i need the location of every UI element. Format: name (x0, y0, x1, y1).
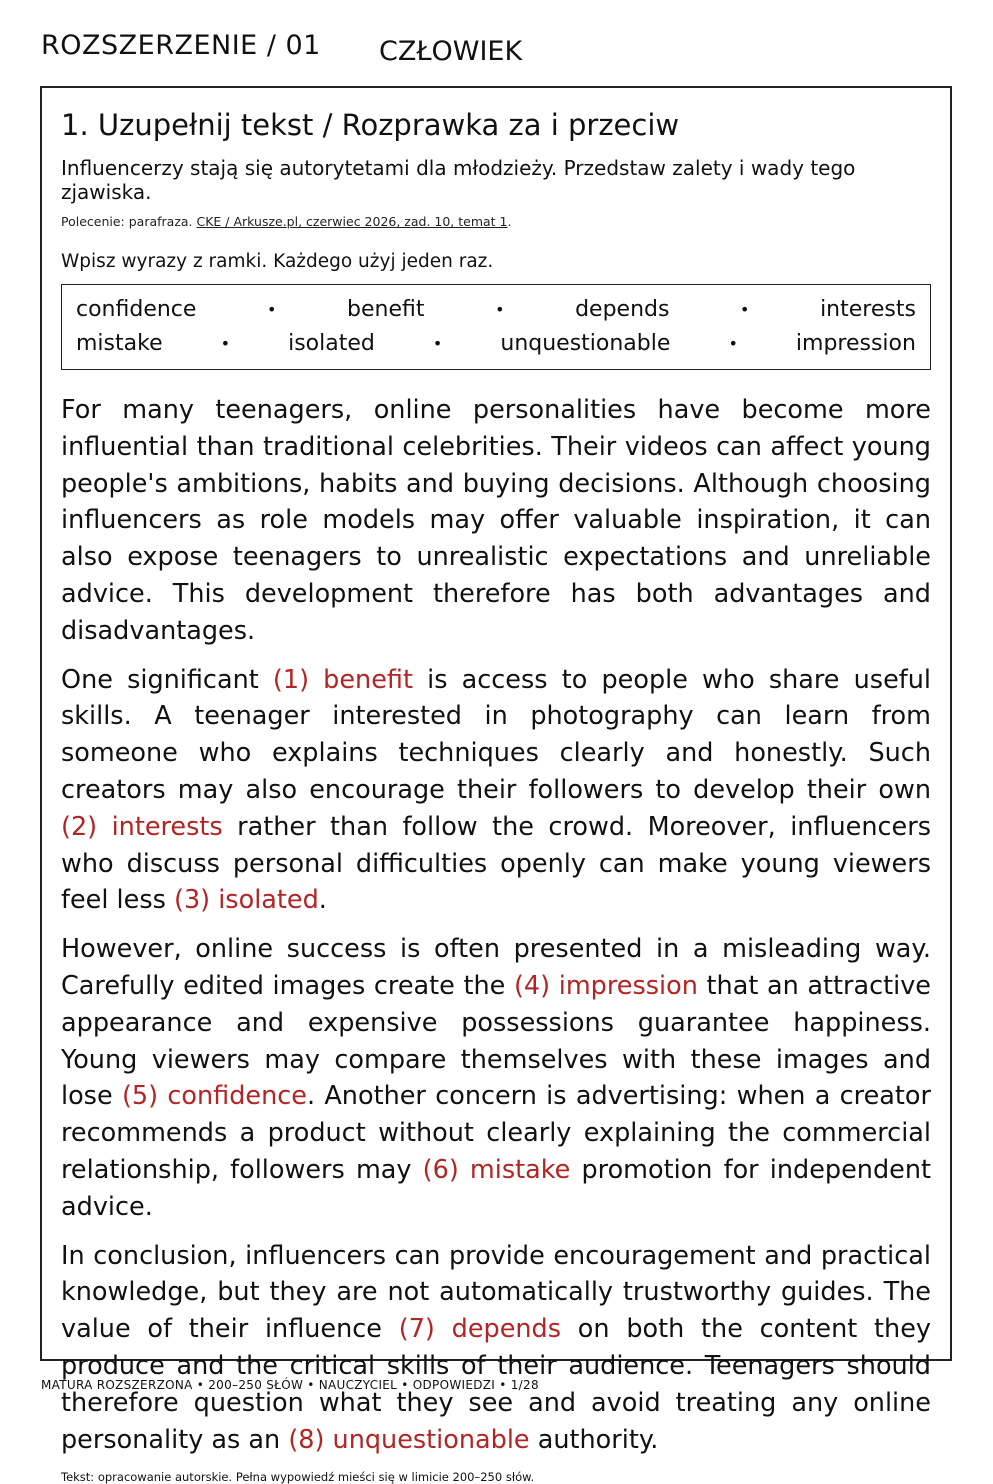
essay-text-run: rather than follow the crowd. Moreover, influencers who discuss personal difficulties openly can make young viewers feel less (61, 811, 932, 916)
essay-paragraph-advantages (61, 662, 931, 920)
bullet-separator: • (220, 334, 231, 353)
topic-label: CZŁOWIEK (379, 36, 523, 67)
page-footer: MATURA ROZSZERZONA • 200–250 SŁÓW • NAUCZYCIEL • ODPOWIEDZI • 1/28 (41, 1378, 539, 1392)
bullet-separator: • (728, 334, 738, 353)
worksheet-content (61, 108, 931, 1484)
source-prefix: Polecenie: parafraza. (61, 214, 197, 229)
word-bank-item: confidence (76, 297, 197, 322)
bullet-separator: • (432, 334, 443, 353)
source-suffix: . (507, 214, 512, 229)
essay-text-run: One significant (61, 664, 273, 695)
instruction: Wpisz wyrazy z ramki. Każdego użyj jeden raz. (61, 251, 494, 272)
page-header (41, 30, 953, 70)
essay-paragraph-intro: For many teenagers, online personalities have become more influential than traditional celebrities. Their videos can affect young people's ambitions, habits and buying decisions. Although choosing influencers as role models may offer valuable inspiration, it can also expose teenagers to unrealistic expectations and unreliable advice. This development therefore has both advantages and disadvantages. (61, 395, 931, 646)
word-bank-row-1 (76, 293, 916, 327)
word-bank-item: interests (820, 297, 916, 322)
essay-text-run: promotion for independent advice. (61, 1154, 932, 1222)
bullet-separator: • (267, 300, 277, 319)
footnote: Tekst: opracowanie autorskie. Pełna wypowiedź mieści się w limicie 200–250 słów. (61, 1470, 535, 1484)
essay-text-run: authority. (529, 1424, 659, 1455)
answer-gap-2: (2) interests (61, 811, 223, 842)
bullet-separator: • (740, 300, 750, 319)
essay-text-run: on both the content they produce and the critical skills of their audience. Teenagers should therefore question what they see and avoid treating any online personality as an (61, 1314, 931, 1455)
exercise-title: 1. Uzupełnij tekst / Rozprawka za i przeciw (61, 108, 680, 142)
answer-gap-4: (4) impression (513, 970, 698, 1001)
word-bank-item: isolated (288, 331, 375, 356)
answer-gap-3: (3) isolated (174, 885, 319, 916)
word-bank-item: benefit (347, 297, 425, 322)
word-bank-item: depends (575, 297, 670, 322)
word-bank-row-2 (76, 327, 916, 361)
answer-gap-6: (6) mistake (422, 1154, 571, 1185)
essay-text-run: In conclusion, influencers can provide encouragement and practical knowledge, but they are not automatically trustworthy guides. The value of their influence (61, 1240, 931, 1345)
essay-text-run: is access to people who share useful skills. A teenager interested in photography can learn from someone who explains techniques clearly and honestly. Such creators may also encourage their followers to develop their own (61, 664, 932, 805)
essay-text-run: that an attractive appearance and expensive possessions guarantee happiness. Young viewers may compare themselves with these images and lose (61, 970, 931, 1112)
essay-text-run: . Another concern is advertising: when a creator recommends a product without clearly explaining the commercial relationship, followers may (61, 1081, 932, 1185)
answer-gap-5: (5) confidence (121, 1081, 307, 1112)
word-bank (61, 284, 931, 370)
essay-text-run: However, online success is often presented in a misleading way. Carefully edited images create the (61, 934, 931, 1001)
answer-gap-8: (8) unquestionable (288, 1424, 530, 1455)
essay-paragraph-disadvantages (61, 931, 931, 1225)
word-bank-item: unquestionable (500, 331, 671, 356)
word-bank-item: mistake (76, 331, 163, 356)
exercise-prompt: Influencerzy stają się autorytetami dla młodzieży. Przedstaw zalety i wady tego zjawiska. (61, 156, 856, 204)
essay-paragraph-conclusion (61, 1238, 931, 1459)
bullet-separator: • (495, 300, 505, 319)
essay-text-run: . (318, 885, 327, 916)
answer-gap-7: (7) depends (398, 1314, 562, 1345)
essay-text (61, 392, 931, 1458)
source-link[interactable]: CKE / Arkusze.pl, czerwiec 2026, zad. 10, temat 1 (196, 214, 508, 229)
level-label: ROZSZERZENIE / 01 (41, 30, 321, 61)
source-line (61, 214, 931, 229)
answer-gap-1: (1) benefit (272, 664, 413, 695)
word-bank-item: impression (795, 331, 916, 356)
